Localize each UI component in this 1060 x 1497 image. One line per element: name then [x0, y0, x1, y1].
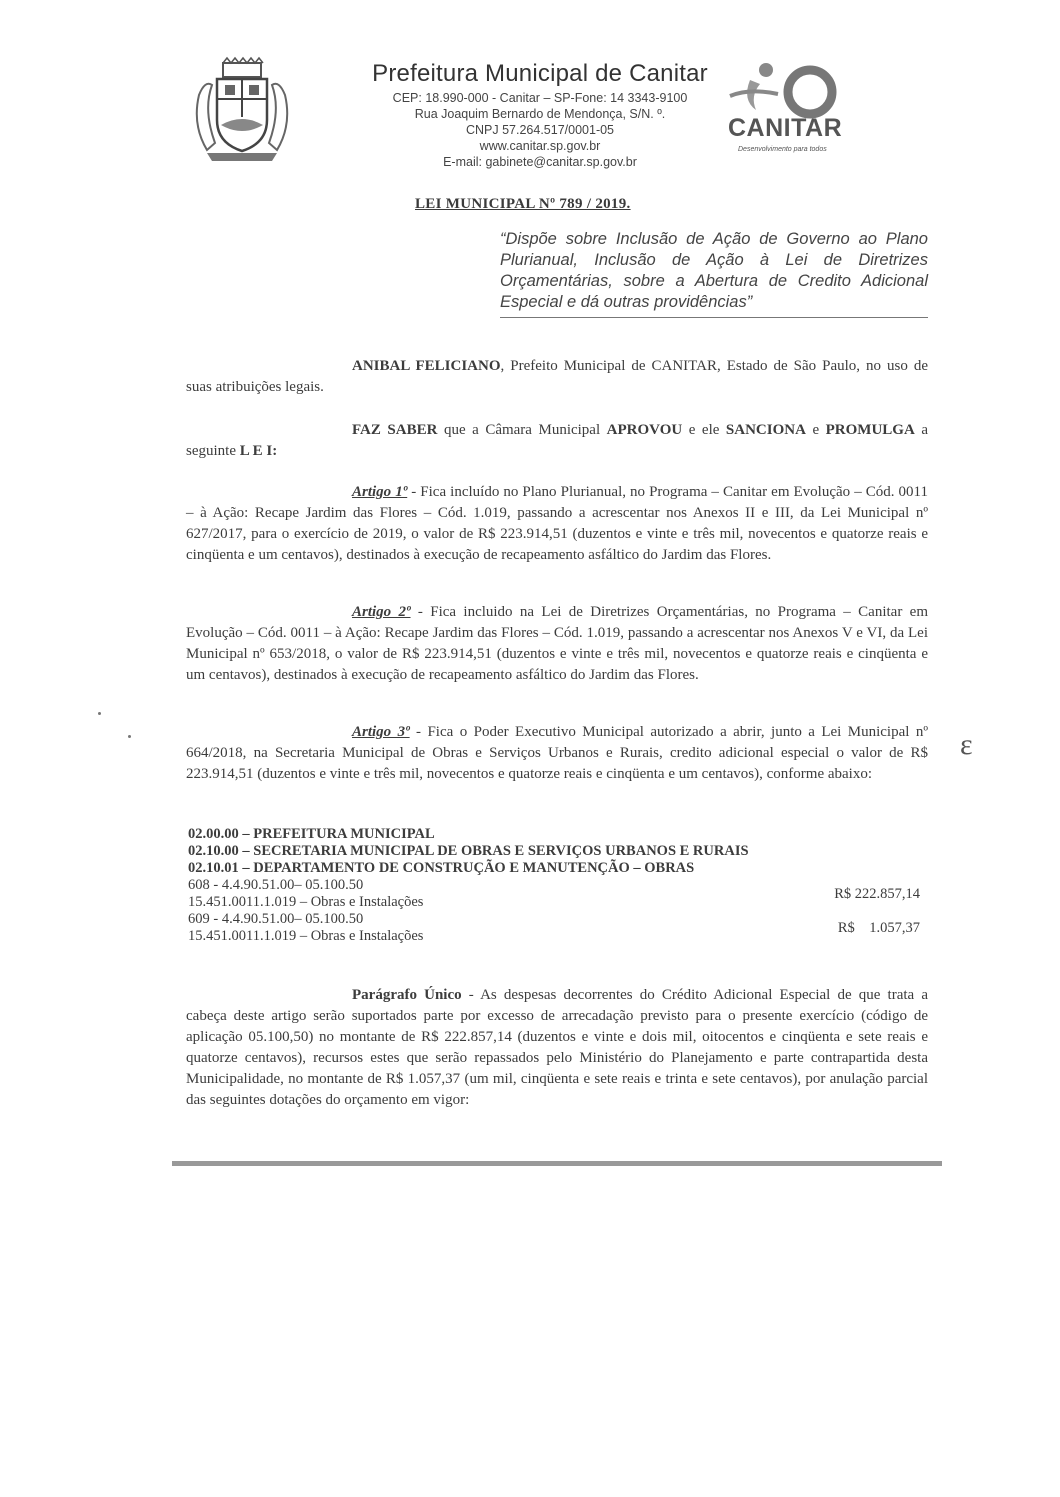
- artigo-2-label: Artigo 2º: [352, 604, 411, 620]
- faz-saber-text-2: e ele: [682, 422, 726, 438]
- law-title: LEI MUNICIPAL Nº 789 / 2019.: [415, 196, 631, 212]
- allocation-row-2-code: [188, 911, 928, 928]
- paragrafo-unico-label: Parágrafo Único: [352, 987, 462, 1003]
- allocation-row-1-code: [188, 877, 928, 894]
- intro-paragraph: [186, 356, 928, 398]
- faz-saber-promulga: PROMULGA: [825, 422, 915, 438]
- org-name: Prefeitura Municipal de Canitar: [372, 60, 708, 87]
- header-cep-phone: CEP: 18.990-000 - Canitar – SP-Fone: 14 3343-9100: [392, 91, 688, 105]
- canitar-logo: [720, 60, 880, 165]
- logo-tagline: Desenvolvimento para todos: [738, 146, 827, 153]
- paragrafo-unico-text: - As despesas decorrentes do Crédito Adicional Especial de que trata a cabeça deste artigo serão suportados parte por excesso de arrecadação previsto para o presente exercício (código de aplicação 05.100,50) no montante de R$ 222.857,14 (duzentos e vinte e dois mil, oitocentos e cinqüenta e sete reais e quatorze centavos), recursos estes que serão repassados pelo Ministério do Planejamento e parte contrapartida desta Municipalidade, no montante de R$ 1.057,37 (um mil, cinqüenta e sete reais e trinta e sete centavos), por anulação parcial das seguintes dotações do orçamento em vigor:: [186, 987, 928, 1108]
- header-website: www.canitar.sp.gov.br: [479, 139, 601, 153]
- header-cnpj: CNPJ 57.264.517/0001-05: [465, 123, 615, 137]
- artigo-1-label: Artigo 1º: [352, 484, 408, 500]
- faz-saber-sanciona: SANCIONA: [725, 422, 806, 438]
- allocation-code: 609 - 4.4.90.51.00– 05.100.50: [188, 911, 364, 927]
- allocation-description: 15.451.0011.1.019 – Obras e Instalações: [188, 928, 424, 944]
- faz-saber-text-3: e: [805, 422, 826, 438]
- header-email: E-mail: gabinete@canitar.sp.gov.br: [443, 155, 637, 169]
- logo-word: CANITAR: [728, 114, 843, 142]
- canitar-logo-icon: [720, 60, 880, 120]
- budget-allocations: [188, 826, 928, 945]
- paragrafo-unico: [186, 985, 928, 1111]
- coat-of-arms-icon: [187, 55, 297, 165]
- artigo-3-label: Artigo 3º: [352, 724, 410, 740]
- allocation-row-1-desc: [188, 886, 928, 911]
- allocation-amount: R$ 222.857,14: [834, 886, 920, 902]
- allocation-heading-3: 02.10.01 – DEPARTAMENTO DE CONSTRUÇÃO E MANUTENÇÃO – OBRAS: [188, 860, 695, 876]
- faz-saber-text-4: a seguinte: [186, 422, 928, 459]
- letterhead: [330, 60, 750, 170]
- mayor-name: ANIBAL FELICIANO: [352, 358, 501, 374]
- header-address: Rua Joaquim Bernardo de Mendonça, S/N. º.: [414, 107, 666, 121]
- artigo-3-text: - Fica o Poder Executivo Municipal autorizado a abrir, junto a Lei Municipal nº 664/2018, na Secretaria Municipal de Obras e Serviços Urbanos e Rurais, credito adicional especial o valor de R$ 223.914,51 (duzentos e vinte e três mil, novecentos e quatorze reais e cinqüenta e um centavos), conforme abaixo:: [186, 724, 928, 782]
- artigo-1-text: - Fica incluído no Plano Plurianual, no Programa – Canitar em Evolução – Cód. 0011 – à Ação: Recape Jardim das Flores – Cód. 1.019, passando a acrescentar nos Anexos II e III, da Lei Municipal nº 627/2017, para o exercício de 2019, o valor de R$ 223.914,51 (duzentos e vinte e três mil, novecentos e quatorze reais e cinqüenta e um centavos), destinados à execução de recapeamento asfáltico do Jardim das Flores.: [186, 484, 928, 563]
- allocation-code: 608 - 4.4.90.51.00– 05.100.50: [188, 877, 364, 893]
- faz-saber-aprovou: APROVOU: [606, 422, 683, 438]
- allocation-description: 15.451.0011.1.019 – Obras e Instalações: [188, 894, 424, 910]
- faz-saber-text-1: que a Câmara Municipal: [437, 422, 607, 438]
- allocation-row-2-desc: [188, 920, 928, 945]
- allocation-heading-1: 02.00.00 – PREFEITURA MUNICIPAL: [188, 826, 435, 842]
- allocation-amount: R$ 1.057,37: [837, 920, 920, 936]
- allocation-heading-2: 02.10.00 – SECRETARIA MUNICIPAL DE OBRAS E SERVIÇOS URBANOS E RURAIS: [188, 843, 749, 859]
- page-bottom-rule: [172, 1161, 942, 1166]
- artigo-2: [186, 602, 928, 686]
- scan-speck: [98, 712, 101, 715]
- law-ementa: “Dispõe sobre Inclusão de Ação de Governo ao Plano Plurianual, Inclusão de Ação à Lei de Diretrizes Orçamentárias, sobre a Abertura de Credito Adicional Especial e dá outras providências”: [500, 229, 928, 318]
- handwritten-mark: ε: [960, 728, 973, 761]
- intro-text: , Prefeito Municipal de CANITAR, Estado de São Paulo, no uso de suas atribuições legais.: [186, 358, 928, 395]
- faz-saber-lei: L E I:: [239, 443, 278, 459]
- scan-speck: [128, 735, 131, 738]
- faz-saber-paragraph: [186, 420, 928, 462]
- faz-saber-lead: FAZ SABER: [352, 422, 438, 438]
- artigo-2-text: - Fica incluido na Lei de Diretrizes Orçamentárias, no Programa – Canitar em Evolução – Cód. 0011 – à Ação: Recape Jardim das Flores – Cód. 1.019, passando a acrescentar nos Anexos V e VI, da Lei Municipal nº 653/2018, o valor de R$ 223.914,51 (duzentos e vinte e três mil, novecentos e quatorze reais e cinqüenta e um centavos), destinados à execução de recapeamento asfáltico do Jardim das Flores.: [186, 604, 928, 683]
- artigo-3: [186, 722, 928, 785]
- artigo-1: [186, 482, 928, 566]
